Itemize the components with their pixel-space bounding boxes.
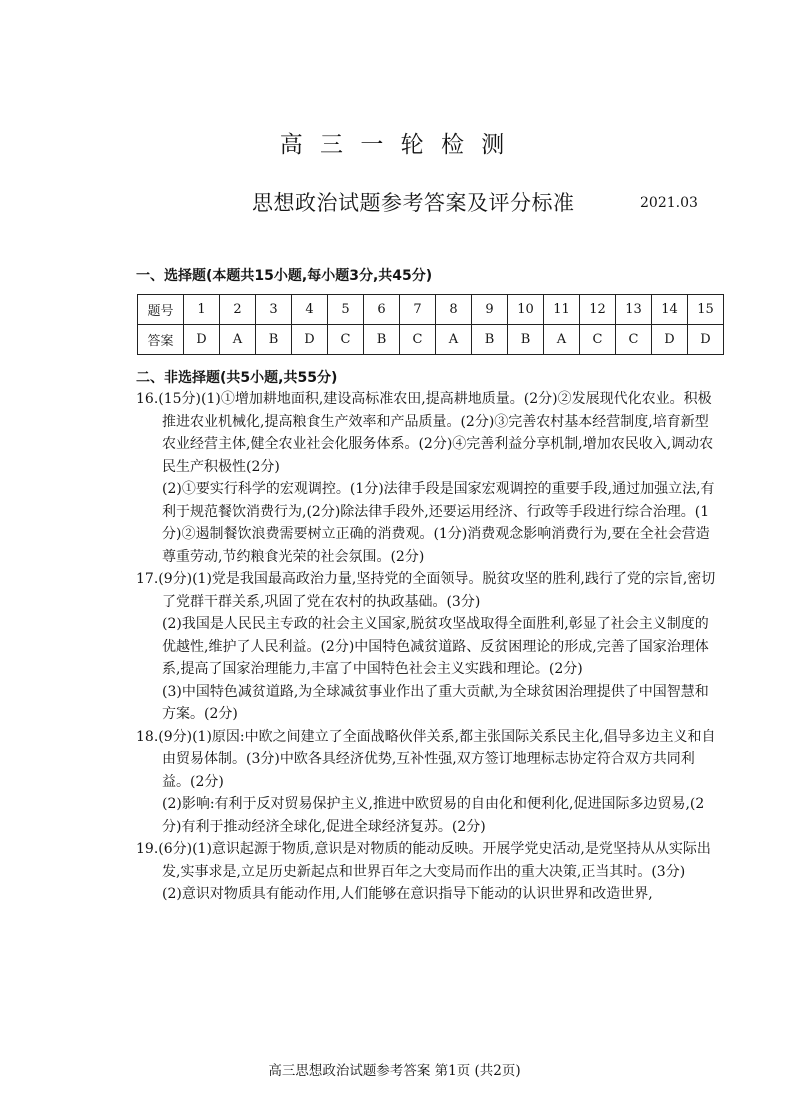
answer-cell: B <box>364 325 400 355</box>
question-number-cell: 6 <box>364 295 400 325</box>
question-number-cell: 11 <box>544 295 580 325</box>
answer-cell: C <box>616 325 652 355</box>
answer-cell: A <box>220 325 256 355</box>
question-number-cell: 1 <box>184 295 220 325</box>
question-number-cell: 7 <box>400 295 436 325</box>
q18-part1: 18.(9分)(1)原因:中欧之间建立了全面战略伙伴关系,都主张国际关系民主化,倡导多边主义和自由贸易体制。(3分)中欧各具经济优势,互补性强,双方签订地理标志协定符合双方共同利益。(2分) <box>136 728 716 790</box>
exam-date: 2021.03 <box>640 195 698 211</box>
page-title: 高 三 一 轮 检 测 <box>279 132 510 158</box>
q18-part2: (2)影响:有利于反对贸易保护主义,推进中欧贸易的自由化和便利化,促进国际多边贸易,(2分)有利于推动经济全球化,促进全球经济复苏。(2分) <box>162 796 705 835</box>
table-row <box>138 325 724 355</box>
q19-part1: 19.(6分)(1)意识起源于物质,意识是对物质的能动反映。开展学党史活动,是党坚持从从实际出发,实事求是,立足历史新起点和世界百年之大变局而作出的重大决策,正当其时。(3分) <box>136 841 711 880</box>
question-number-cell: 5 <box>328 295 364 325</box>
row-label-answer: 答案 <box>138 325 184 355</box>
q17-part2: (2)我国是人民民主专政的社会主义国家,脱贫攻坚战取得全面胜利,彰显了社会主义制度的优越性,维护了人民利益。(2分)中国特色减贫道路、反贫困理论的形成,完善了国家治理体系,提高了国家治理能力,丰富了中国特色社会主义实践和理论。(2分) <box>162 616 709 677</box>
answer-cell: A <box>544 325 580 355</box>
q16-part2: (2)①要实行科学的宏观调控。(1分)法律手段是国家宏观调控的重要手段,通过加强立法,有利于规范餐饮消费行为,(2分)除法律手段外,还要运用经济、行政等手段进行综合治理。(1分)②遏制餐饮浪费需要树立正确的消费观。(1分)消费观念影响消费行为,要在全社会营造尊重劳动,节约粮食光荣的社会氛围。(2分) <box>162 481 715 565</box>
question-number-cell: 15 <box>688 295 724 325</box>
question-number-cell: 14 <box>652 295 688 325</box>
answer-cell: C <box>400 325 436 355</box>
answer-table <box>137 294 724 355</box>
answer-cell: D <box>184 325 220 355</box>
answer-cell: D <box>688 325 724 355</box>
question-number-cell: 3 <box>256 295 292 325</box>
section2-heading: 二、非选择题(共5小题,共55分) <box>136 370 338 386</box>
row-label-number: 题号 <box>138 295 184 325</box>
answer-cell: D <box>292 325 328 355</box>
answer-cell: C <box>580 325 616 355</box>
question-number-cell: 13 <box>616 295 652 325</box>
question-number-cell: 10 <box>508 295 544 325</box>
answer-cell: B <box>508 325 544 355</box>
q16-part1: 16.(15分)(1)①增加耕地面积,建设高标准农田,提高耕地质量。(2分)②发展现代化农业。积极推进农业机械化,提高粮食生产效率和产品质量。(2分)③完善农村基本经营制度,培育新型农业经营主体,健全农业社会化服务体系。(2分)④完善利益分享机制,增加农民收入,调动农民生产积极性(2分) <box>136 391 714 475</box>
answer-cell: C <box>328 325 364 355</box>
answer-cell: A <box>436 325 472 355</box>
answer-cell: B <box>472 325 508 355</box>
answer-cell: D <box>652 325 688 355</box>
question-number-cell: 2 <box>220 295 256 325</box>
question-number-cell: 9 <box>472 295 508 325</box>
q19-part2: (2)意识对物质具有能动作用,人们能够在意识指导下能动的认识世界和改造世界, <box>162 886 653 902</box>
answer-content <box>136 388 718 906</box>
q17-part3: (3)中国特色减贫道路,为全球减贫事业作出了重大贡献,为全球贫困治理提供了中国智慧和方案。(2分) <box>162 683 709 722</box>
q17-part1: 17.(9分)(1)党是我国最高政治力量,坚持党的全面领导。脱贫攻坚的胜利,践行了党的宗旨,密切了党群干群关系,巩固了党在农村的执政基础。(3分) <box>136 571 716 610</box>
answer-cell: B <box>256 325 292 355</box>
question-number-cell: 12 <box>580 295 616 325</box>
section1-heading: 一、选择题(本题共15小题,每小题3分,共45分) <box>136 268 433 284</box>
page-subtitle: 思想政治试题参考答案及评分标准 <box>252 191 575 215</box>
page-footer: 高三思想政治试题参考答案 第1页 (共2页) <box>268 1063 521 1079</box>
table-row <box>138 295 724 325</box>
question-number-cell: 4 <box>292 295 328 325</box>
question-number-cell: 8 <box>436 295 472 325</box>
